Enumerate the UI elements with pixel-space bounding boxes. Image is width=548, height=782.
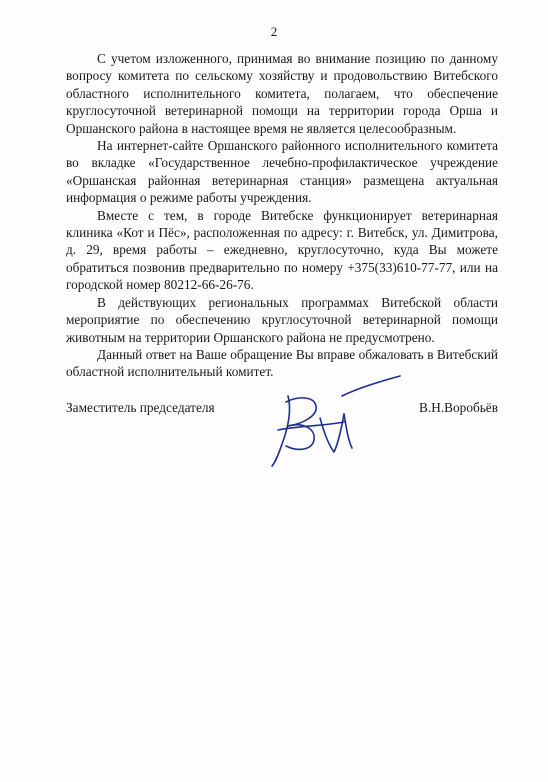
signatory-title: Заместитель председателя xyxy=(66,400,215,415)
paragraph-website-info: На интернет-сайте Оршанского районного исполнительного комитета во вкладке «Государственное лечебно-профилактическое учреждение «Оршанская районная ветеринарная станция» размещена актуальная информация о режиме работы учреждения. xyxy=(66,138,498,206)
page-number: 2 xyxy=(270,24,278,39)
signature-block xyxy=(66,400,498,420)
handwritten-signature xyxy=(258,366,408,476)
paragraph-conclusion: С учетом изложенного, принимая во внимание позицию по данному вопросу комитета по сельскому хозяйству и продовольствию Витебского областного исполнительного комитета, полагаем, что обеспечение круглосуточной ветеринарной помощи на территории города Орша и Оршанского района в настоящее время не является целесообразным. xyxy=(66,51,498,136)
letter-body xyxy=(66,50,498,381)
paragraph-appeal-right: Данный ответ на Ваше обращение Вы вправе обжаловать в Витебский областной исполнительный комитет. xyxy=(66,346,498,380)
paragraph-regional-programs: В действующих региональных программах Витебской области мероприятие по обеспечению круглосуточной ветеринарной помощи животным на территории Оршанского района не предусмотрено. xyxy=(66,294,498,345)
signatory-name: В.Н.Воробьёв xyxy=(419,400,498,415)
paragraph-vitebsk-clinic: Вместе с тем, в городе Витебске функционирует ветеринарная клиника «Кот и Пёс», расположенная по адресу: г. Витебск, ул. Димитрова, д. 29, время работы – ежедневно, круглосуточно, куда Вы можете обратиться позвонив предварительно по номеру +375(33)610-77-77, или на городской номер 80212-66-26-76. xyxy=(66,207,498,293)
